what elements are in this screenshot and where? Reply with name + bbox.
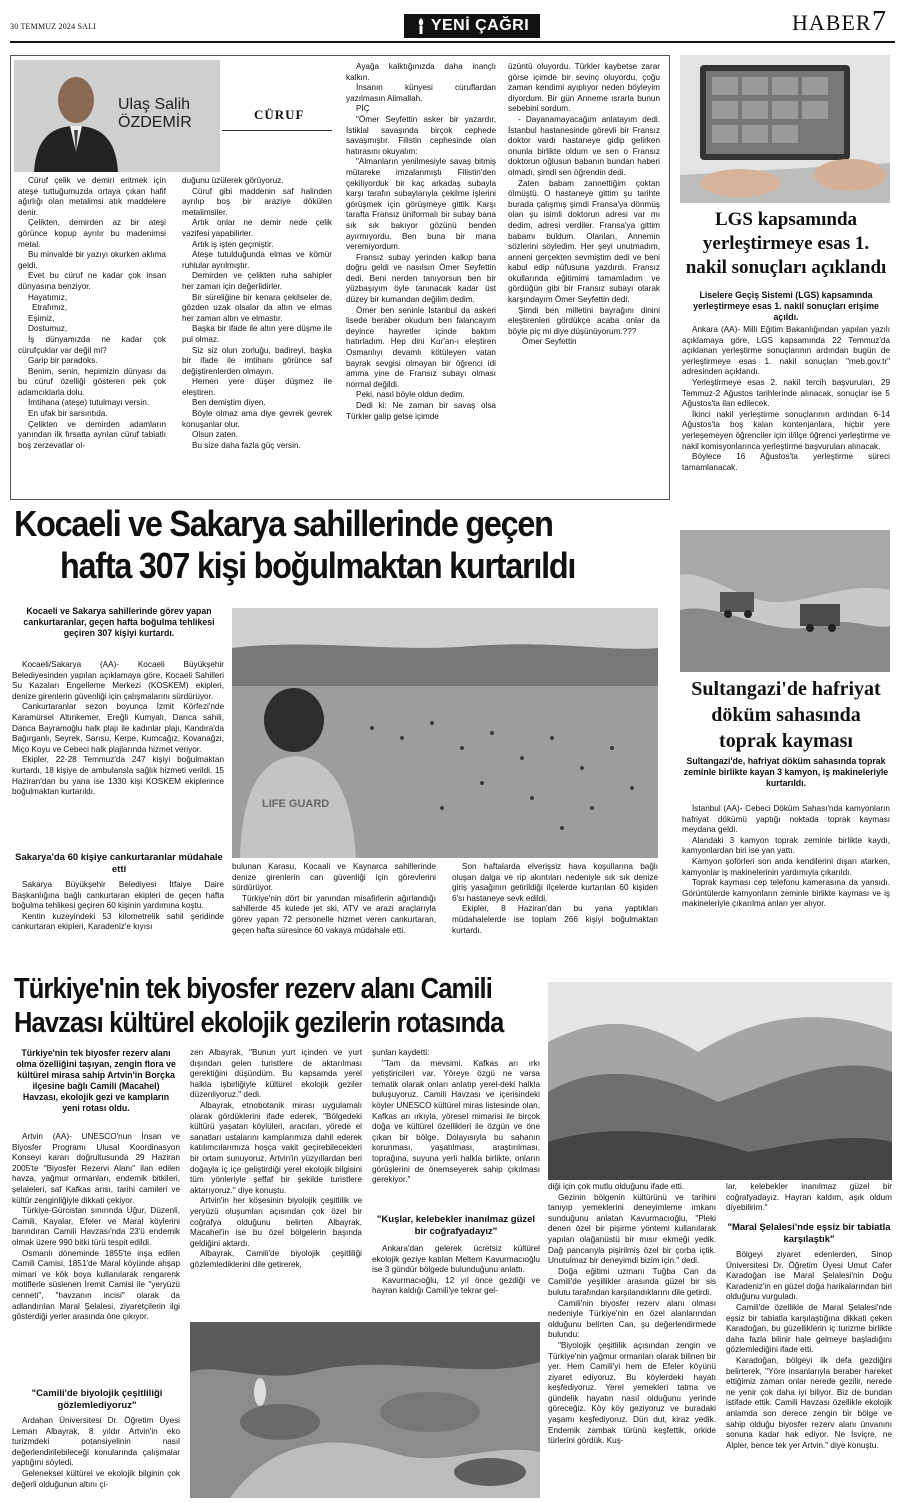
paragraph: Siz siz olun zorluğu, badireyi, başka bir ifade ile imtihanı görünce saf değiştirenlerden olmayın. [182, 345, 332, 376]
paragraph: Çelikten, demirden az bir ateşi görünce kopup ayrılır bu madenimsi metal. [18, 218, 166, 249]
paragraph: Böyle olmaz ama diye gevrek gevrek konuşanlar olur. [182, 409, 332, 429]
camili-body-3 [372, 1048, 540, 1186]
paragraph: Gezinin bölgenin kültürünü ve tarihini tanıyıp yemeklerini deneyimleme imkanı sunduğunu anlatan Kavurmacıoğlu, "Pleki denen özel bir pişirme yöntemi kullanılarak yapılan olağanüstü bir mısır ekmeği yedik. Dağ pancarıyla pişirilmiş özel bir çorba içtik. Unutulmaz bir deneyimdi bizim için." dedi. [548, 1192, 716, 1266]
paragraph: lar, kelebekler inanılmaz güzel bir coğrafyadayız. Hayran kaldım, aşık oldum diyebilirim." [726, 1182, 892, 1213]
paragraph: Artık iş işten geçmiştir. [192, 239, 274, 249]
paragraph: Dostumuz, [28, 324, 68, 334]
kocaeli-lead: Kocaeli ve Sakarya sahillerinde görev yapan cankurtaranlar, geçen hafta boğulma tehlikesi geçiren 307 kişiyi kurtardı. [23, 606, 215, 638]
paragraph: Kocaeli/Sakarya (AA)- Kocaeli Büyükşehir Belediyesinden yapılan açıklamaya göre, Kocaeli Sahilleri Su Kazaları Engelleme Merkezi (KOSKEM) ekipleri, denize girenlerin güvenliği için çalışmalarını sürdürüyor. [12, 660, 224, 701]
column-text-2 [182, 176, 332, 451]
paragraph: İstanbul (AA)- Cebeci Döküm Sahası'nda kamyonların hafriyat dökümü yaptığı noktada toprak kayması meydana geldi. [682, 804, 890, 835]
beach-lifeguard-photo-icon [232, 608, 658, 858]
paragraph: Ankara'dan gelerek ücretsiz kültürel ekolojik geziye katılan Meltem Kavurmacıoğlu ise 3 gündür bölgede bulunduğunu anlattı. [372, 1244, 540, 1275]
camili-body-5b [726, 1250, 892, 1451]
kocaeli-beach-photo [232, 608, 658, 858]
paragraph: İmtihana (ateşe) tutulmayı versin. [28, 398, 150, 408]
paragraph: Evet bu cüruf ne kadar çok insan dünyasına benziyor. [18, 271, 166, 291]
author-last-name: ÖZDEMİR [118, 114, 192, 131]
column-title: CÜRUF [254, 107, 305, 122]
paragraph: İnsanın künyesi cüruflardan yazılmasın Alimallah. [346, 83, 496, 103]
paragraph: Cankurtaranlar sezon boyunca İzmit Körfezi'nde Karamürsel Altınkemer, Ereğli Kumyalı, Darıca sahili, Danca Bayramoğlu halk plajı ile kadınlar plajı, Kandıra'da Bağırganlı, Seyrek, Sarısu, Kerpe, Kumcağız, Kovanağzı, Miço Koyu ve Cebeci halk plajlarında hizmet veriyor. [12, 702, 224, 754]
camili-body-2 [190, 1048, 362, 1270]
paragraph: Geleneksel kültürel ve ekolojik bilginin çok değerli olduğunun altını çi- [12, 1468, 180, 1489]
paragraph: Sakarya Büyükşehir Belediyesi İtfaiye Daire Başkanlığına bağlı cankurtaran ekipleri de geçen hafta boğulma tehlikesi geçiren 60 kişinin yardımına koştu. [12, 880, 224, 911]
paragraph: Bu minvalde bir yazıyı okurken aklıma geldi. [18, 250, 166, 270]
landslide-photo-icon [680, 530, 890, 672]
paragraph: üzüntü oluyordu. Türkler kaybetse zarar görse içimde bir sevinç oluyordu, çoğu zaman kendimi ayıplıyor neden böyleyim diyordum. Bir gün Anneme ısrarla bunun sebebini sordum. [508, 62, 660, 114]
paragraph: Artvin (AA)- UNESCO'nun İnsan ve Biyosfer Programı Ulusal Koordinasyon Konseyi kararı doğrultusunda 29 Haziran 2005'te "Biyosfer Rezervi Alanı" ilan edilen havza, yağmur ormanları, endemik bitkileri, şelaleleri, saf Kafkas arısı, tarihi camileri ve kültür zenginliğiyle dikkati çekiyor. [12, 1132, 180, 1205]
lifeguard-shirt-text: LIFE GUARD [262, 798, 330, 810]
paragraph: Kamyon şoförleri son anda kendilerini dışarı atarken, kamyonlar iş makinelerinin yardımıyla çıkarıldı. [682, 856, 890, 877]
paragraph: "Biyolojik çeşitlilik açısından zengin ve Türkiye'nin yağmur ormanları olarak bilinen bir yer. Hem Camili'yi hem de Efeler köyünü ziyaret ediyoruz. Bu köylerdeki hayatı keşfediyoruz. Yerel yemekleri tatma ve gündelik hayatın nasıl olduğunu yerinde göreceğiz. Köy köy geziyoruz ve buradaki yaşamı keşfediyoruz. Dün dut, kiraz yedik. Endemik zambak türünü keşfettik, orkide türlerini gördük. Kuş- [548, 1340, 716, 1446]
paragraph: Türkiye-Gürcistan sınırında Uğur, Düzenli, Camili, Kayalar, Efeler ve Maral köylerini barındıran Camili Havzası'nda 23'ü endemik olmak üzere 990 bitki türü tespit edildi. [12, 1206, 180, 1247]
paragraph: Doğa eğitimi uzmanı Tuğba Can da Camili'de yeşillikler arasında güzel bir sis bulutu tarafından karşılandıklarını dile getirdi. [548, 1266, 716, 1297]
lgs-headline: LGS kapsamında yerleştirmeye esas 1. nakil sonuçları açıklandı [685, 209, 887, 278]
laptop-photo-icon [680, 55, 890, 203]
lgs-lead: Liselere Geçiş Sistemi (LGS) kapsamında yerleştirmeye esas 1. nakil sonuçları erişime açıldı. [693, 290, 879, 322]
paragraph: Alandaki 3 kamyon toprak zeminle birlikte kaydı, kamyonlardan biri ise yan yattı. [682, 835, 890, 856]
paragraph: Ateşe tutulduğunda elmas ve kömür ruhlular ayrılmıştır. [182, 250, 332, 270]
section-name: HABER [792, 10, 872, 35]
paragraph: "Almanların yenilmesiyle savaş bitmiş mütareke imzalanmıştı Filistin'den çekiliyorduk bir kaç arkadaş subayla karşı tarafın subaylarıyla çekilme işlerini görüşmek için görüşmeye gittik. Karşı tarafta Fransız üniformalı bir subay bana sık sık bakıyor gözünü benden ayırmıyordu. Ben buna bir mana veremiyordum. [346, 157, 496, 252]
paragraph: Bu size daha fazla güç versin. [192, 440, 301, 450]
paragraph: Bir süreliğine bir kenara çekilseler de, gözden uzak olsalar da altın ve elmas her zaman altın ve elmastır. [182, 292, 332, 323]
paragraph: Zaten babam zannettiğim çoktan ölmüştü. O hastaneye gittim şu tarihte burada çalışmış şimdi Fransa'ya dönmüş olan şu isimli doktorun adresi var mı dedim, adresi verdiler. Fransa'ya gittim babamı buldum. Olanları, Annemin sözlerini söyledim. Her şeyi unutmadım, anneni gerçekten sevmiştim dedi ve beni kabul edip nüfusuna yazdırdı. Fransız okullarında eğitimimi tamamladım ve gördüğün gibi bir Fransız subayı olarak karşındayım Ömer Seyfettin dedi. [508, 178, 660, 305]
paragraph: "Tam da mevsimi. Kafkas arı ırkı yetiştiricileri var. Yöreye özgü ne varsa tematik olarak onları anlatıp yerel-deki halkla buluşuyoruz. Camili Havzası ve içerisindeki köyler UNESCO kültürel miras listesinde olan, Kafkas arı ırkıyla, yöresel mimarisi ile birçok doğa ve kültürel özellikleri ile özgün ve öne çıkan bir bölge. Dolayısıyla bu sahanın korunması, yaşatılması, araştırılması, toprağına, suyuna yerli halkla birlikte, onların görüşlerini de önemseyerek sahip çıkılması gerekiyor." [372, 1058, 540, 1185]
sultangazi-body [682, 804, 890, 910]
camili-body-4 [548, 1182, 716, 1447]
paragraph: En ufak bir sarsıntıda. [28, 409, 108, 419]
camili-lead: Türkiye'nin tek biyosfer rezerv alanı olma özelliğini taşıyan, zengin flora ve kültürel mirasa sahip Artvin'in Borçka ilçesine bağlı Camili (Macahel) Havzası, ekolojik gezi ve kampların yeni rotası oldu. [16, 1048, 176, 1113]
paragraph: Ayağa kalktığınızda daha inançlı kalkın. [346, 62, 496, 82]
paragraph: Böylece 16 Ağustos'ta yerleştirme süreci tamamlanacak. [682, 452, 890, 472]
masthead-rule [10, 41, 895, 43]
page-number: 7 [872, 6, 886, 37]
issue-date: 30 TEMMUZ 2024 SALI [10, 22, 97, 31]
column-text-4 [508, 62, 660, 348]
paragraph: Çelikten ve demirden adamların yanından ilk fırsatta ayrılan cüruf tabiatlı boş zerzevatlar ol- [18, 419, 166, 450]
torch-icon [415, 17, 427, 35]
mountain-valley-photo-icon [548, 982, 892, 1180]
camili-landscape-photo [548, 982, 892, 1180]
paragraph: Son haftalarda elverişsiz hava koşullarına bağlı oluşan dalga ve rip akıntıları nedeniyle sık sık denize giriş yasağının getirildiği ilçelerde kurtarılan 60 kişiden 6'sı hastaneye sevk edildi. [452, 862, 658, 903]
paragraph: Kavurmacıoğlu, 12 yıl önce gezdiği ve hayran kaldığı Camili'ye tekrar gel- [372, 1275, 540, 1296]
kocaeli-body-1 [12, 660, 224, 798]
paragraph: Benim, senin, hepimizin dünyası da bu cüruf özelliği gösteren pek çok adamcıklarla dolu. [18, 366, 166, 397]
camili-headline-line2: Havzası kültürel ekolojik gezilerin rotasında [14, 1007, 504, 1039]
paragraph: Ömer Seyfettin [522, 337, 577, 347]
paragraph: Demirden ve çelikten ruha sahipler her zaman için değerlidirler. [182, 271, 332, 291]
paragraph: duğunu üzülerek görüyoruz. [182, 176, 284, 185]
paragraph: Artvin'in her köşesinin biyolojik çeşitlilik ve yeryüzü oluşumları açısından çok özel bir coğrafya olduğunu belirten Albayrak, Macahel'in ise bu özel bölgelerin başında geldiğini aktardı. [190, 1196, 362, 1248]
paragraph: Ankara (AA)- Milli Eğitim Bakanlığından yapılan yazılı açıklamaya göre, LGS kapsamında 22 Temmuz'da açıklanan yerleştirme sonuçlarının ardından bugün de yerleştirmeye esas 1. nakil sonuçları "meb.gov.tr" adresinden açıklandı. [682, 325, 890, 377]
lgs-photo [680, 55, 890, 203]
paragraph: İş dünyamızda ne kadar çok cürufçuklar var değil mi? [18, 334, 166, 355]
paragraph: Eşimiz, [28, 313, 55, 323]
logo-text: YENİ ÇAĞRI [430, 17, 530, 34]
camili-subhead-2: "Kuşlar, kelebekler inanılmaz güzel bir coğrafyadayız" [376, 1214, 536, 1237]
kocaeli-headline-line2: hafta 307 kişi boğulmaktan kurtarıldı [60, 545, 576, 586]
camili-subhead-3: "Maral Şelalesi'nde eşsiz bir tabiatla karşılaştık" [727, 1222, 891, 1245]
paragraph: Osmanlı döneminde 1855'te inşa edilen Camili Camisi, 1851'de Maral köyünde ahşap mimari ve kök boya kullanılarak rengarenk motiflerle süslenen İremit Camisi ile "yeryüzü cenneti", "havzanın incisi" olarak da adlandırılan Maral Şelalesi, ziyaretçilerin ilgi gösterdiği yerler arasında öne çıkıyor. [12, 1248, 180, 1322]
sultangazi-lead: Sultangazi'de, hafriyat döküm sahasında toprak zeminle birlikte kayan 3 kamyon, iş makineleriyle kurtarıldı. [683, 756, 889, 788]
paragraph: Ardahan Üniversitesi Dr. Öğretim Üyesi Leman Albayrak, 8 yıldır Artvin'in eko turizmdeki potansiyelinin nasıl değerlendirilebileceği konularında çalışmalar yaptığını söyledi. [12, 1416, 180, 1468]
paragraph: Garip bir paradoks. [28, 356, 98, 366]
paragraph: Yerleştirmeye esas 2. nakil tercih başvuruları, 29 Temmuz-2 Ağustos tarihlerinde alınacak, sonuçlar ise 5 Ağustos'ta ilan edilecek. [682, 377, 890, 409]
paragraph: Artık onlar ne demir nede çelik vazifesi yapabilirler. [182, 218, 332, 238]
paragraph: "Ömer Seyfettin asker bir yazardır, İstiklal savaşında birçok cephede savaşmıştır. Filistin cephesinde olan hatırasını okuyalım: [346, 114, 496, 156]
kocaeli-headline-line1: Kocaeli ve Sakarya sahillerinde geçen [14, 503, 553, 544]
paragraph: Toprak kayması cep telefonu kamerasına da yansıdı. Görüntülerde kamyonların zeminle birlikte kayması ve iş makineleriyle çıkarılma anları yer alıyor. [682, 878, 890, 909]
paragraph: Hemen yere düşer düşmez ile eleştiren. [182, 377, 332, 397]
paragraph: Şimdi ben milletini bayrağını dinini eleştirenleri gördükçe acaba onlar da böyle piç mi diye düşünüyorum.??? [508, 305, 660, 336]
newspaper-logo [404, 14, 540, 38]
paragraph: Kentin kuzeyindeki 53 kilometrelik sahil şeridinde cankurtaran ekipleri, Karadeniz'e kıyısı [12, 911, 224, 932]
paragraph: Hayatımız, [28, 292, 68, 302]
column-text-3 [346, 62, 496, 422]
paragraph: - Dayanamayacağım anlatayım dedi. İstanbul hastanesinde görevli bir Fransız doktor vardı hastaneye gidip gelirken onunla birlikte oldum ve sen o Fransız doktorun oğlusun babanın bundan haberi olmadı, şimdi sen öğrendin dedi. [508, 114, 660, 177]
paragraph: Albayrak, etnobotanik mirası uygulamalı olarak gördüklerini ifade ederek, "Bölgedeki kültürü yaşatan köylüleri, aracıları, yörede el sanatları ustalarını kamplarımıza dahil ederek katılımcılarımıza hoşça vakit geçirebilecekleri bir ortam sunuyoruz. Artvin'in yüzyıllardan beri doğayla iç içe geliştirdiği yerel ekolojik bilgisini tüm yönleriyle şeffaf bir şekilde turistlere aktarıyoruz." diye konuştu. [190, 1100, 362, 1195]
camili-body-1b [12, 1416, 180, 1490]
paragraph: Etrafımız, [32, 303, 68, 313]
column-title-rule [222, 130, 332, 131]
camili-headline-line1: Türkiye'nin tek biyosfer rezerv alanı Camili [14, 973, 492, 1005]
paragraph: Başka bir ifade ile altın yere düşme ile pul olmaz. [182, 324, 332, 344]
paragraph: Ekipler, 8 Haziran'dan bu yana yaptıkları müdahalelerde ise toplam 266 kişiyi boğulmaktan kurtardı. [452, 904, 658, 935]
paragraph: Albayrak, Camili'de biyolojik çeşitliliği gözlemlediklerini dile getirerek, [190, 1249, 362, 1269]
paragraph: Ekipler, 22-28 Temmuz'da 247 kişiyi boğulmaktan kurtardı, 18 kişiye de ambulansla sağlık hizmeti verildi. 15 Haziran'dan bu yana ise 1330 kişi KOSKEM ekiplerince boğulmaktan kurtarıldı. [12, 755, 224, 797]
river-rocks-photo-icon [190, 1322, 540, 1498]
paragraph: PİÇ [356, 104, 370, 114]
paragraph: Bölgeyi ziyaret edenlerden, Sinop Üniversitesi Dr. Öğretim Üyesi Umut Cafer Karadoğan ise Maral Şelalesi'nin Doğu Karadeniz'in en güzel doğa harikalarından biri olduğunu vurguladı. [726, 1250, 892, 1302]
column-text-1 [18, 176, 166, 451]
camili-body-1 [12, 1132, 180, 1323]
kocaeli-subhead: Sakarya'da 60 kişiye cankurtaranlar müdahale etti [15, 852, 223, 875]
paragraph: Camili'de özellikle de Maral Şelalesi'nde eşsiz bir tabiatla karşılaştığına dikkati çeken Karadoğan, bu güzelliklerin iç turizme birlikte daha fazla bilinir hale gelmeye başladığını gözlemlediğini ifade etti. [726, 1302, 892, 1355]
columnist-name [118, 96, 192, 132]
paragraph: Ömer ben seninle İstanbul da askeri lisede beraber okudum ben falancayım deyince hayretler içinde baktım hatırladım. Hep dini Kur'an-ı eleştiren Osmanlıyı devamlı kötüleyen vatan bayrak sevgisi olmayan bir öğrenci idi amma yine de Fransız subayı olması normal değildi. [346, 305, 496, 389]
paragraph: Dedi ki: Ne zaman bir savaş olsa Türkler galip gelse içimde [346, 401, 496, 421]
kocaeli-body-2 [12, 880, 224, 933]
kocaeli-body-4 [452, 862, 658, 936]
paragraph: Türkiye'nin dört bir yanından misafirlerin ağırlandığı sahillerde 45 kulede jet ski, ATV ve arazi araçlarıyla görev yapan 72 personelle hizmet veren cankurtaran, geçen hafta süresince 60 vakaya müdahale etti. [232, 893, 436, 935]
paragraph: zen Albayrak, "Bunun yurt içinden ve yurt dışından gelen turistlere de aktarılması gerektiğini düşündüm. Bu kapsamda yerel halkla işbirliğiyle kültürel ekolojik geziler düzenliyoruz." dedi. [190, 1048, 362, 1100]
paragraph: İkinci nakil yerleştirme sonuçlarının ardından 6-14 Ağustos'ta boş kalan kontenjanlara, hiçbir yere yerleşemeyen öğrenciler için il/ilçe öğrenci yerleştirme ve nakil komisyonlarınca yerleştirme başvuruları alınacak. [682, 409, 890, 451]
paragraph: Peki, nasıl böyle oldun dedim. [356, 390, 465, 400]
kocaeli-body-3 [232, 862, 436, 936]
paragraph: Camili'nin biyosfer rezerv alanı olması nedeniyle Türkiye'nin en özel alanlarından olduğunu belirten Can, şu değerlendirmede bulundu: [548, 1298, 716, 1340]
paragraph: şunları kaydetti: [372, 1048, 430, 1057]
paragraph: Olsun zaten. [192, 430, 238, 440]
sultangazi-photo [680, 530, 890, 672]
sultangazi-headline: Sultangazi'de hafriyat döküm sahasında toprak kayması [691, 678, 881, 752]
paragraph: diği için çok mutlu olduğunu ifade etti. [548, 1182, 685, 1191]
paragraph: bulunan Karasu, Kocaali ve Kaynarca sahillerinde denize girenlerin can güvenliği için görevlerini sürdürüyor. [232, 862, 436, 893]
camili-body-3b [372, 1244, 540, 1297]
paragraph: Karadoğan, bölgeyi ilk defa gezdiğini belirterek, "Yöre insanlarıyla beraber hareket ettiğimiz zaman onlar nerede gezilir, nerede ne yenir çok daha iyi biliyor. Biz de bundan istifade ettik. Camili Havzası özellikle ekolojik anlamda son derece zengin bir bölge ve sahip olduğu biyosfer rezerv alanı ünvanını sonuna kadar hak ediyor. Ne İsviçre, ne Alpler, bence tek yer Artvin." diye konuştu. [726, 1355, 892, 1450]
lgs-body [682, 325, 890, 473]
author-first-name: Ulaş Salih [118, 96, 191, 113]
camili-river-photo [190, 1322, 540, 1498]
paragraph: Cüruf gibi maddenin saf halinden ayrılıp boş bir araziye dökülen metalimsiler. [182, 186, 332, 217]
paragraph: Fransız subay yerinden kalkıp bana doğru geldi ve nasılsın Ömer Seyfettin dedi. Beni nerden tanıyorsun ben bir yüzbaşıyım öyle tanınacak kadar üst düzey bir kumandan değilim dedim. [346, 252, 496, 305]
camili-subhead-1: "Camili'de biyolojik çeşitliliği gözlemlediyoruz" [31, 1388, 163, 1411]
paragraph: Ben demiştim diyen. [192, 398, 266, 408]
paragraph: Cüruf çelik ve demiri eritmek için ateşe tuttuğumuzda ortaya çıkan hafif ağırlığı olan metalimsi atık maddelere denir. [18, 176, 166, 217]
camili-body-5 [726, 1182, 892, 1214]
